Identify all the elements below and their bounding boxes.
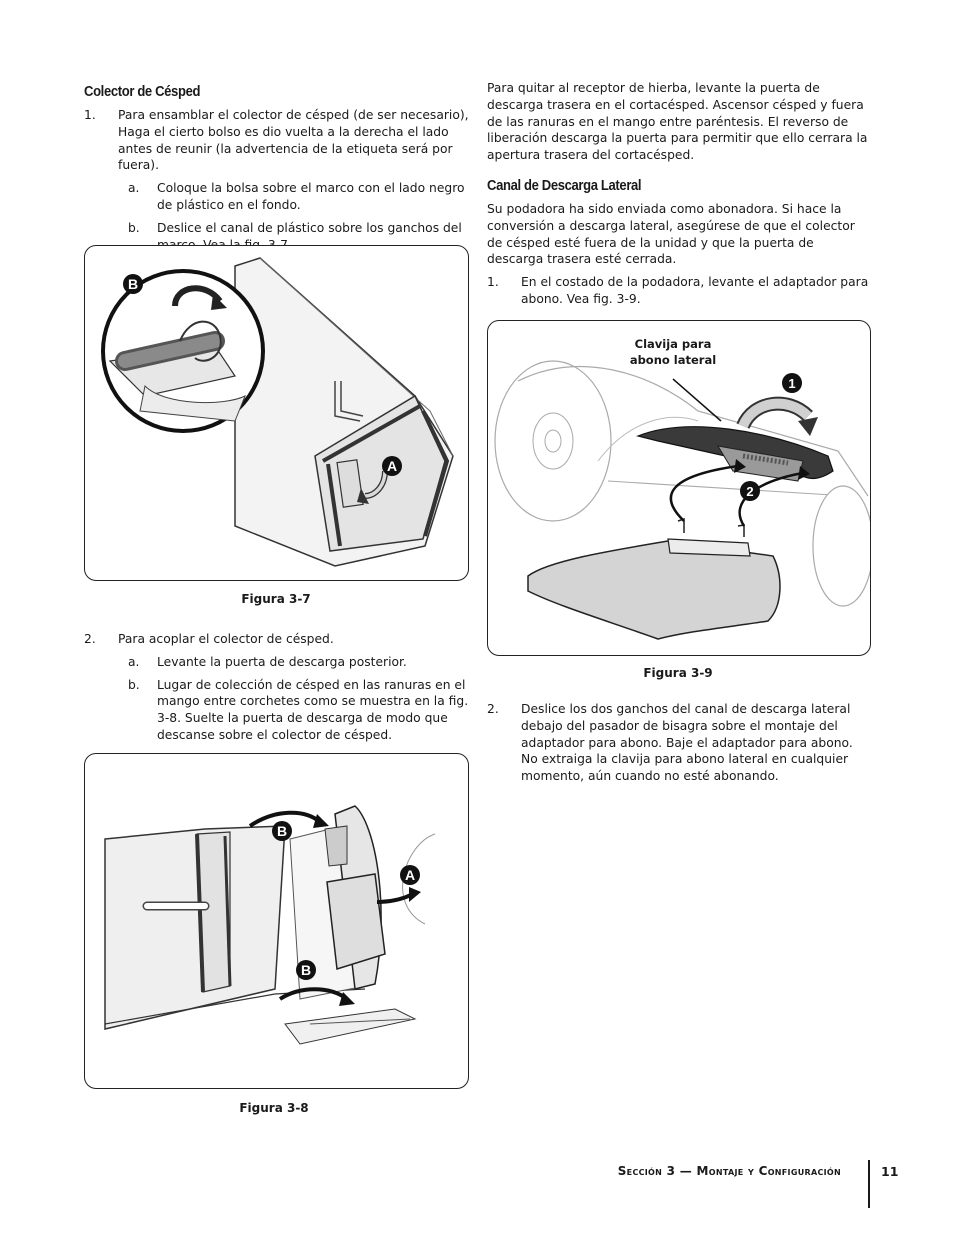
substep-letter: b.	[128, 220, 140, 235]
substep-text: Levante la puerta de descarga posterior.	[157, 654, 407, 669]
figure-3-7-caption: Figura 3-7	[241, 592, 311, 606]
step-1	[84, 107, 470, 174]
mulch-adapter-illustration	[488, 321, 870, 655]
step-number: 2.	[84, 632, 96, 646]
step-2a	[84, 654, 470, 671]
step-1a	[84, 180, 470, 214]
figure-3-9	[487, 320, 871, 656]
right-column	[487, 80, 873, 314]
figure-3-8-caption: Figura 3-8	[239, 1101, 309, 1115]
mulch-plug-callout	[608, 336, 738, 368]
section-heading-canal: Canal de Descarga Lateral	[487, 177, 642, 194]
substep-letter: a.	[128, 654, 140, 669]
page-number: 11	[881, 1164, 899, 1179]
step-2	[84, 631, 470, 648]
right-step-1	[487, 274, 873, 308]
left-column	[84, 82, 470, 259]
callout-a: A	[404, 867, 416, 883]
grass-bag-frame-illustration	[85, 246, 468, 580]
substep-letter: a.	[128, 181, 140, 196]
step-text: En el costado de la podadora, levante el adaptador para abono. Vea fig. 3-9.	[521, 275, 869, 306]
callout-a: A	[386, 458, 398, 474]
grass-catcher-attach-illustration	[85, 754, 468, 1088]
callout-line-1: Clavija para	[634, 337, 712, 351]
step-number: 1.	[84, 108, 96, 122]
side-discharge-paragraph: Su podadora ha sido enviada como abonadora. Si hace la conversión a descarga lateral, asegúrese de que el colector de césped esté fuera de la unidad y que la puerta de descarga trasera esté cerrada.	[487, 201, 855, 267]
step-text: Deslice los dos ganchos del canal de descarga lateral debajo del pasador de bisagra sobre el montaje del adaptador para abono. Baje el adaptador para abono. No extraiga la clavija para abono lateral en cualquier momento, aún cuando no esté abonando.	[521, 702, 853, 784]
figure-3-9-caption: Figura 3-9	[643, 666, 713, 680]
callout-1: 1	[788, 376, 796, 391]
substep-text: Coloque la bolsa sobre el marco con el lado negro de plástico en el fondo.	[157, 181, 465, 212]
section-heading-colector: Colector de Césped	[84, 84, 201, 100]
figure-3-8	[84, 753, 469, 1089]
callout-b: B	[127, 276, 139, 292]
substep-text: Lugar de colección de césped en las ranuras en el mango entre corchetes como se muestra en la fig. 3-8. Suelte la puerta de descarga de modo que descanse sobre el colector de césped.	[157, 677, 469, 742]
remove-catcher-paragraph: Para quitar al receptor de hierba, levante la puerta de descarga trasera en el cortacésped. Ascensor césped y fuera de las ranuras en el mango entre paréntesis. El reverso de liberación descarga la puerta para permitir que ello cerrara la apertura trasera del cortacésped.	[487, 81, 868, 163]
figure-3-7	[84, 245, 469, 581]
substep-letter: b.	[128, 677, 140, 692]
right-step-2	[487, 701, 873, 785]
step-2b	[84, 677, 470, 744]
substep-text: Deslice el canal de plástico sobre los ganchos del	[157, 220, 462, 235]
callout-line-2: abono lateral	[629, 353, 717, 367]
step-text: Para ensamblar el colector de césped (de ser necesario), Haga el cierto bolso es dio vuelta a la derecha el lado antes de reunir (la advertencia de la etiqueta será por fuera).	[118, 108, 469, 173]
step-text: Para acoplar el colector de césped.	[118, 632, 334, 646]
step-number: 1.	[487, 275, 499, 290]
left-column-lower	[84, 631, 470, 750]
footer-section-title: Sección 3 — Montaje y Configuración	[617, 1164, 841, 1178]
right-column-lower	[487, 701, 873, 791]
footer-divider	[868, 1160, 870, 1208]
callout-b-top: B	[276, 823, 288, 839]
step-number: 2.	[487, 702, 499, 716]
callout-b-bottom: B	[300, 962, 312, 978]
callout-2: 2	[746, 484, 754, 499]
